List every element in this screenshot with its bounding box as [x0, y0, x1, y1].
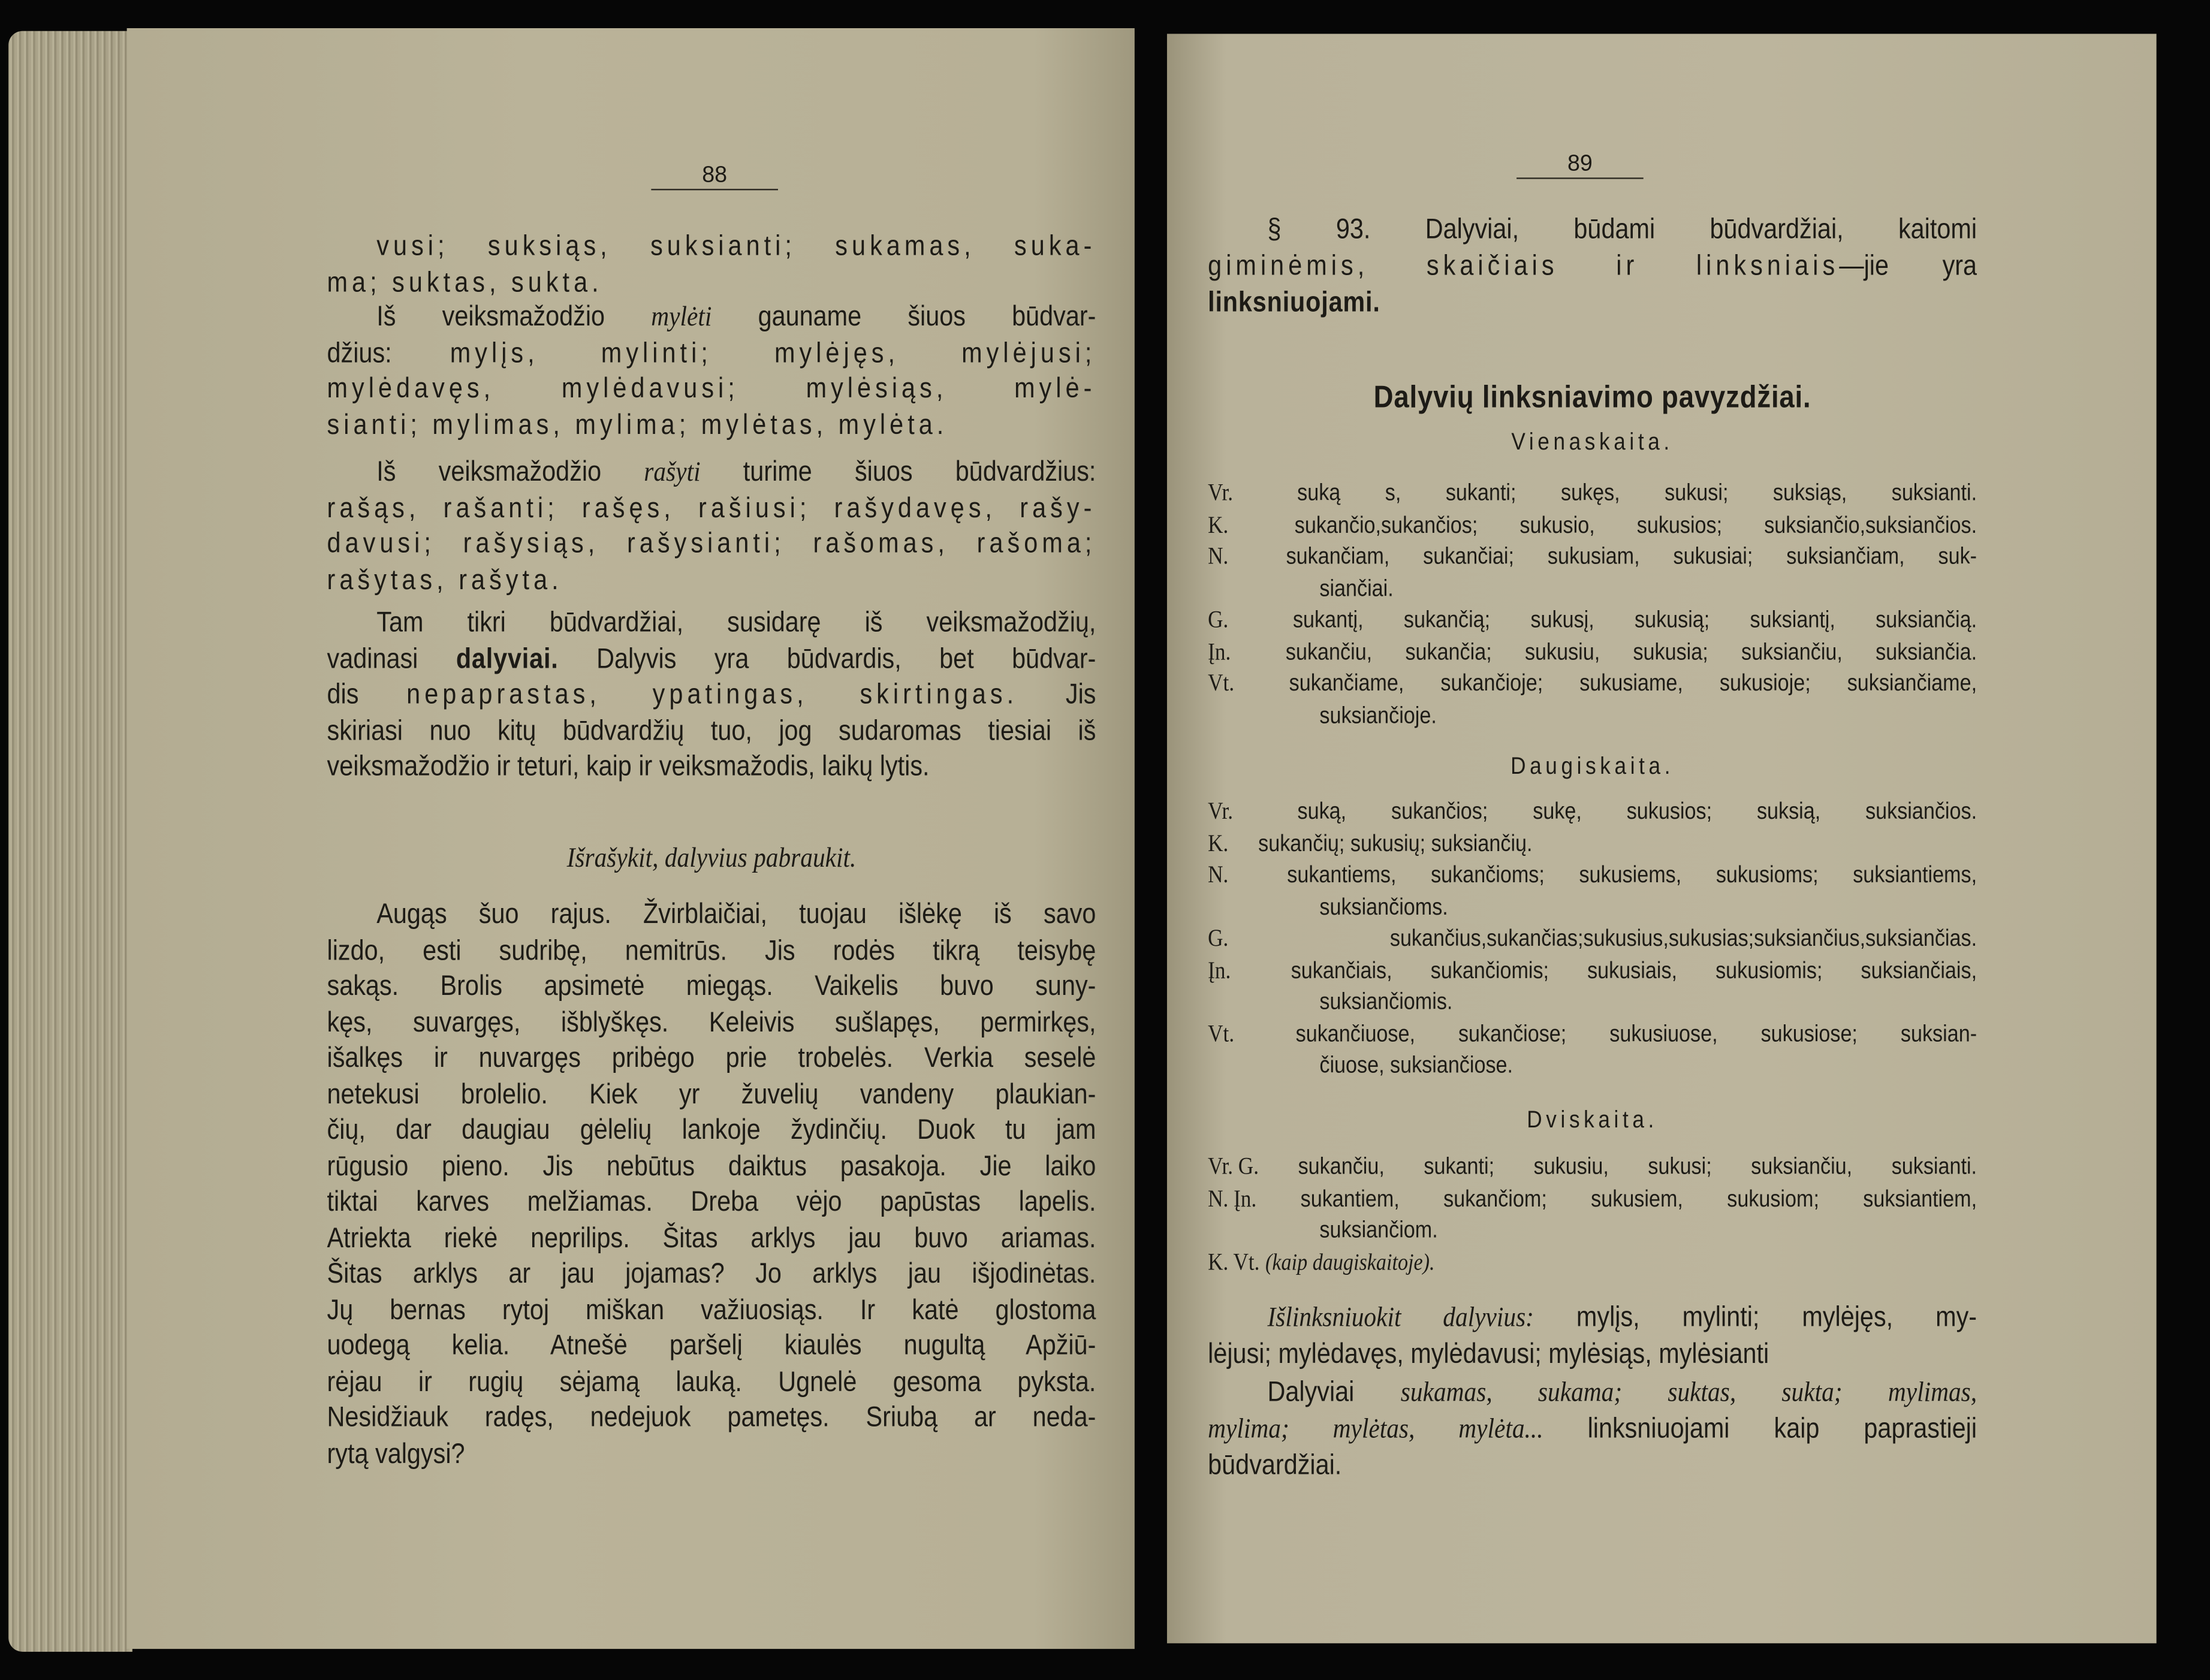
text-line: [327, 1365, 1096, 1401]
text-run: —jie yra: [1839, 251, 1977, 282]
page-number: 88: [651, 164, 778, 191]
text-run: Vienaskaita.: [1511, 428, 1674, 456]
italic-text: sukamas, sukama; suktas, sukta; mylimas,: [1400, 1377, 1977, 1408]
text-run: džius:: [327, 337, 450, 369]
text-run: Atriekta riekė neprilips. Šitas arklys jau buvo ariamas.: [327, 1222, 1096, 1254]
table-row: [1208, 605, 1977, 637]
left-page: [127, 28, 1135, 1649]
text-run: turime šiuos būdvardžius:: [700, 456, 1096, 488]
text-line: [1208, 1106, 1977, 1135]
paragraph: [1208, 1374, 1977, 1484]
case-forms: sukančiu, sukanti; sukusiu, sukusi; suksiančiu, suksianti.: [1298, 1154, 1977, 1180]
text-run: mylįs, mylinti; mylėjęs, my-: [1533, 1302, 1977, 1334]
declension-table: [1208, 1151, 1977, 1278]
text-run: veiksmažodžio ir teturi, kaip ir veiksmažodis, laikų lytis.: [327, 751, 930, 783]
italic-text: mylima; mylėtas, mylėta...: [1208, 1413, 1543, 1445]
text-line: [327, 1329, 1096, 1365]
italic-text: Išrašykit, dalyvius pabraukit.: [566, 843, 857, 874]
case-forms: sukantiem, sukančiom; sukusiem, sukusiom; suksiantiem,: [1300, 1186, 1977, 1212]
spaced-text: davusi; rašysiąs, rašysianti; rašomas, rašoma;: [327, 528, 1096, 560]
bold-text: linksniuojami.: [1208, 287, 1380, 319]
text-line: [327, 300, 1096, 336]
section-heading: [327, 843, 1096, 875]
table-row: [1208, 859, 1977, 923]
spaced-text: sianti; mylimas, mylima; mylėtas, mylėta.: [327, 409, 948, 441]
right-page: [1167, 34, 2157, 1643]
case-label: N.: [1208, 542, 1229, 569]
text-line: [1208, 1447, 1977, 1484]
text-run: čių, dar daugiau gėlelių lankoje žydinčių. Duok tu jam: [327, 1114, 1096, 1146]
number-label: [1208, 429, 1977, 457]
text-run: Iš veiksmažodžio: [376, 301, 652, 333]
section-heading: [1208, 379, 1977, 416]
text-line: [327, 408, 1096, 444]
table-row: [1208, 1183, 1977, 1247]
text-run: tiktai karves melžiamas. Dreba vėjo papūstas lapelis.: [327, 1186, 1096, 1218]
number-label: [1208, 1106, 1977, 1135]
text-line: [1208, 1299, 1977, 1336]
spaced-text: rašytas, rašyta.: [327, 564, 563, 596]
table-row: [1208, 1247, 1977, 1278]
case-label: K. Vt.: [1208, 1248, 1260, 1275]
text-run: vadinasi: [327, 643, 456, 675]
text-run: Dalyvis yra būdvardis, bet būdvar-: [558, 643, 1096, 675]
paragraph: [1208, 1299, 1977, 1373]
text-run: gauname šiuos būdvar-: [711, 301, 1096, 333]
text-line: [1208, 248, 1977, 285]
case-forms-continued: suksiančioje.: [1319, 702, 1437, 728]
case-forms: suką s, sukanti; sukęs, sukusi; suksiąs, suksianti.: [1297, 480, 1977, 506]
table-row: [1208, 923, 1977, 955]
spaced-text: nepaprastas, ypatingas, skirtingas.: [406, 679, 1018, 711]
case-forms: sukančiais, sukančiomis; sukusiais, sukusiomis; suksiančiais,: [1291, 957, 1977, 984]
text-run: išalkęs ir nuvargęs pribėgo prie trobelės. Verkia seselė: [327, 1043, 1096, 1074]
table-row: [1208, 797, 1977, 828]
case-forms: sukančiuose, sukančiose; sukusiuose, sukusiose; suksian-: [1295, 1021, 1977, 1046]
paragraph: [327, 606, 1096, 786]
text-run: Daugiskaita.: [1510, 752, 1675, 780]
case-forms: sukančiu, sukančia; sukusiu, sukusia; suksiančiu, suksiančia.: [1285, 639, 1977, 665]
text-run: rytą valgysi?: [327, 1438, 465, 1470]
text-line: [327, 1293, 1096, 1329]
text-run: lėjusi; mylėdavęs, mylėdavusi; mylėsiąs, mylėsianti: [1208, 1338, 1769, 1370]
table-row: [1208, 541, 1977, 605]
text-line: [327, 1401, 1096, 1437]
case-label: K.: [1208, 829, 1229, 856]
text-run: Tam tikri būdvardžiai, susidarę iš veiksmažodžių,: [376, 607, 1096, 639]
text-line: [327, 606, 1096, 642]
text-run: netekusi brolelio. Kiek yr žuvelių vandeny plaukian-: [327, 1078, 1096, 1110]
case-forms: sukančiame, sukančioje; sukusiame, sukusioje; suksiančiame,: [1289, 671, 1977, 696]
text-run: lizdo, esti sudribę, nemitrūs. Jis rodės tikrą teisybę: [327, 935, 1096, 966]
text-run: kęs, suvargęs, išblyškęs. Keleivis sušlapęs, permirkęs,: [327, 1007, 1096, 1038]
text-line: [327, 336, 1096, 372]
text-run: sakąs. Brolis apsimetė miegąs. Vaikelis buvo suny-: [327, 971, 1096, 1002]
case-forms-continued: suksiančioms.: [1319, 894, 1448, 920]
text-run: Dalyviai: [1267, 1377, 1401, 1408]
case-label: N.: [1208, 861, 1229, 888]
case-forms: sukančiam, sukančiai; sukusiam, sukusiai; suksiančiam, suk-: [1286, 544, 1977, 569]
case-label: G.: [1208, 606, 1229, 633]
spaced-text: rašąs, rašanti; rašęs, rašiusi; rašydavęs, rašy-: [327, 492, 1096, 524]
number-label: [1208, 753, 1977, 781]
text-line: [327, 527, 1096, 563]
text-run: Nesidžiauk radęs, nedejuok pametęs. Sriubą ar neda-: [327, 1402, 1096, 1434]
text-line: [327, 714, 1096, 750]
text-line: [1208, 753, 1977, 781]
right-page-text: [1208, 34, 1977, 1584]
case-label: G.: [1208, 924, 1229, 952]
case-label: Įn.: [1208, 956, 1231, 984]
bold-text: Dalyvių linksniavimo pavyzdžiai.: [1373, 379, 1811, 415]
text-line: [1208, 1336, 1977, 1373]
case-label: Vr.: [1208, 479, 1234, 506]
text-run: rėjau ir rugių sėjamą lauką. Ugnelė gesoma pyksta.: [327, 1366, 1096, 1398]
text-run: rūgusio pieno. Jis nebūtus daiktus pasakoja. Jie laiko: [327, 1150, 1096, 1182]
table-row: [1208, 1018, 1977, 1082]
case-forms: sukančio,sukančios; sukusio, sukusios; suksiančio,suksiančios.: [1294, 512, 1977, 538]
text-line: [327, 1006, 1096, 1042]
text-line: [327, 230, 1096, 266]
table-row: [1208, 478, 1977, 509]
bold-text: dalyviai.: [456, 643, 559, 675]
spaced-text: ma; suktas, sukta.: [327, 267, 603, 298]
text-run: § 93. Dalyviai, būdami būdvardžiai, kaitomi: [1267, 214, 1977, 246]
text-line: [327, 843, 1096, 875]
text-run: būdvardžiai.: [1208, 1450, 1342, 1482]
text-line: [327, 1114, 1096, 1150]
spaced-text: mylįs, mylinti; mylėjęs, mylėjusi;: [450, 337, 1096, 369]
paragraph: [327, 456, 1096, 599]
text-line: [327, 1257, 1096, 1293]
case-forms: suką, sukančios; sukę, sukusios; suksią, suksiančios.: [1297, 799, 1977, 825]
text-line: [327, 563, 1096, 599]
text-line: [327, 1078, 1096, 1114]
case-forms: (kaip daugiskaitoje).: [1265, 1248, 1435, 1275]
case-forms-continued: suksiančiomis.: [1319, 989, 1453, 1015]
case-label: N. Įn.: [1208, 1184, 1257, 1212]
text-run: dis: [327, 679, 407, 711]
case-forms-continued: suksiančiom.: [1319, 1217, 1438, 1243]
table-row: [1208, 637, 1977, 668]
text-run: Šitas arklys ar jau jojamas? Jo arklys jau išjodinėtas.: [327, 1258, 1096, 1290]
text-line: [327, 1221, 1096, 1257]
page-number: 89: [1516, 152, 1644, 179]
italic-text: rašyti: [644, 456, 701, 488]
text-line: [1208, 285, 1977, 321]
text-run: uodegą kelia. Atnešė paršelį kiaulės nugultą Apžiū-: [327, 1330, 1096, 1362]
spaced-text: vusi; suksiąs, suksianti; sukamas, suka-: [376, 231, 1096, 263]
case-label: Vr.: [1208, 797, 1234, 825]
text-line: [327, 642, 1096, 678]
paragraph: [1208, 212, 1977, 321]
case-label: Vr. G.: [1208, 1153, 1259, 1180]
text-line: [327, 678, 1096, 714]
text-line: [327, 456, 1096, 491]
spaced-text: mylėdavęs, mylėdavusi; mylėsiąs, mylė-: [327, 373, 1096, 405]
text-run: Jų bernas rytoj miškan važiuosiąs. Ir katė glostoma: [327, 1294, 1096, 1326]
table-row: [1208, 668, 1977, 732]
text-line: [327, 372, 1096, 408]
italic-text: mylėti: [651, 301, 712, 333]
paragraph: [327, 898, 1096, 1473]
text-run: linksniuojami kaip paprastieji: [1543, 1413, 1977, 1445]
text-line: [327, 898, 1096, 934]
left-page-text: [327, 28, 1096, 1579]
case-label: K.: [1208, 511, 1229, 538]
case-label: Vt.: [1208, 1020, 1235, 1046]
table-row: [1208, 509, 1977, 541]
text-run: Jis: [1018, 679, 1096, 711]
text-run: Augąs šuo rajus. Žvirblaičiai, tuojau išlėkę iš savo: [376, 899, 1096, 930]
text-line: [1208, 1411, 1977, 1447]
paragraph: [327, 230, 1096, 301]
text-line: [327, 970, 1096, 1006]
text-line: [327, 750, 1096, 786]
text-line: [1208, 429, 1977, 457]
case-forms: sukantiems, sukančioms; sukusiems, sukusioms; suksiantiems,: [1287, 862, 1977, 888]
text-line: [327, 1186, 1096, 1221]
text-line: [327, 1150, 1096, 1186]
text-line: [327, 491, 1096, 527]
text-line: [1208, 1374, 1977, 1411]
text-run: Iš veiksmažodžio: [376, 456, 644, 488]
spaced-text: giminėmis, skaičiais ir linksniais: [1208, 251, 1840, 282]
case-forms: sukantį, sukančią; sukusį, sukusią; suksiantį, suksiančią.: [1292, 607, 1977, 633]
text-line: [1208, 212, 1977, 248]
declension-table: [1208, 478, 1977, 731]
text-line: [327, 1042, 1096, 1078]
paragraph: [327, 300, 1096, 444]
declension-table: [1208, 797, 1977, 1082]
table-row: [1208, 1151, 1977, 1183]
text-run: skiriasi nuo kitų būdvardžių tuo, jog sudaromas tiesiai iš: [327, 715, 1096, 747]
table-row: [1208, 828, 1977, 859]
text-line: [327, 1437, 1096, 1473]
case-forms: sukančius,sukančias;sukusius,sukusias;suksiančius,suksiančias.: [1389, 925, 1977, 952]
case-label: Įn.: [1208, 638, 1231, 665]
text-line: [1208, 379, 1977, 416]
case-label: Vt.: [1208, 669, 1235, 696]
case-forms-continued: čiuose, suksiančiose.: [1319, 1052, 1513, 1078]
text-line: [327, 934, 1096, 970]
page-stack-edge: [8, 31, 132, 1652]
text-line: [327, 266, 1096, 301]
text-run: Dviskaita.: [1527, 1106, 1658, 1133]
case-forms-continued: siančiai.: [1319, 575, 1394, 601]
case-forms: sukančių; sukusių; suksiančių.: [1258, 831, 1533, 856]
table-row: [1208, 955, 1977, 1018]
italic-text: Išlinksniuokit dalyvius:: [1267, 1302, 1534, 1334]
